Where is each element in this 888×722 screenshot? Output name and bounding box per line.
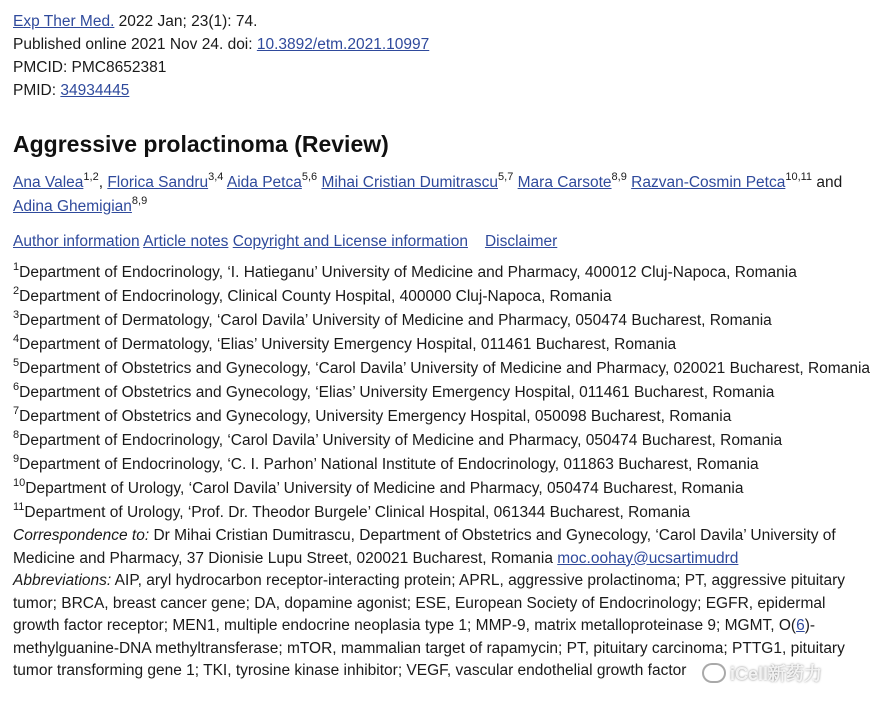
affiliation-item [13, 429, 873, 453]
article-title: Aggressive prolactinoma (Review) [13, 131, 389, 157]
article-header [13, 10, 873, 683]
affiliation-item [13, 285, 873, 309]
affiliation-number: 1 [13, 260, 20, 273]
author-link[interactable]: Aida Petca [226, 174, 302, 191]
author-link[interactable]: Mara Carsote [517, 174, 612, 191]
affiliation-text: Department of Endocrinology, ‘I. Hatieganu’ University of Medicine and Pharmacy, 400012 Cluj-Napoca, Romania [19, 264, 797, 281]
pmid-label: PMID: [13, 82, 61, 99]
pmcid-line: PMCID: PMC8652381 [13, 59, 167, 76]
published-line [13, 33, 873, 56]
affiliation-item [13, 357, 873, 381]
abbreviations-text-cont: )-methylguanine-DNA methyltransferase; mTOR, mammalian target of rapamycin; PT, pituitary carcinoma; PTTG1, pituitary tumor transforming gene 1; TKI, tyrosine kinase inhibitor; VEGF, vascular endothelial growth factor [13, 617, 845, 679]
copyright-license-link[interactable]: Copyright and License information [232, 233, 468, 250]
author-link[interactable]: Razvan-Cosmin Petca [631, 174, 786, 191]
author-affiliation-sup: 1,2 [83, 170, 99, 183]
affiliation-item [13, 381, 873, 405]
affiliation-text: Department of Endocrinology, ‘Carol Davila’ University of Medicine and Pharmacy, 050474 Bucharest, Romania [19, 432, 783, 449]
abbreviations-text: AIP, aryl hydrocarbon receptor-interacting protein; APRL, aggressive prolactinoma; PT, aggressive pituitary tumor; BRCA, breast cancer gene; DA, dopamine agonist; ESE, European Society of Endocrinology; EGFR, epidermal growth factor receptor; MEN1, multiple endocrine neoplasia type 1; MMP-9, matrix metalloproteinase 9; MGMT, O( [13, 572, 845, 634]
author-list [13, 171, 873, 219]
author-separator: and [812, 174, 843, 191]
affiliation-number: 11 [13, 500, 25, 513]
affiliation-item [13, 309, 873, 333]
abbreviations-label: Abbreviations: [13, 572, 112, 589]
correspondence-email-link[interactable]: moc.oohay@ucsartimudrd [557, 549, 739, 567]
author-affiliation-sup: 10,11 [785, 170, 813, 183]
affiliation-number: 6 [13, 380, 20, 393]
disclaimer-link[interactable]: Disclaimer [484, 233, 558, 250]
author-affiliation-sup: 3,4 [208, 170, 224, 183]
citation-issue: 2022 Jan; 23(1): 74. [114, 13, 258, 30]
author-link[interactable]: Ana Valea [13, 174, 84, 191]
affiliation-item [13, 261, 873, 285]
affiliation-text: Department of Dermatology, ‘Elias’ University Emergency Hospital, 011461 Bucharest, Romania [19, 336, 677, 353]
affiliation-number: 7 [13, 404, 20, 417]
watermark-text: iCell新药力 [730, 664, 823, 684]
affiliation-item [13, 501, 873, 525]
affiliation-text: Department of Obstetrics and Gynecology, ‘Carol Davila’ University of Medicine and Pharmacy, 020021 Bucharest, Romania [19, 360, 871, 377]
author-link[interactable]: Mihai Cristian Dumitrascu [321, 174, 499, 191]
journal-link[interactable]: Exp Ther Med. [13, 13, 115, 30]
info-tabs [13, 231, 873, 253]
affiliation-number: 10 [13, 476, 26, 489]
author-separator: , [98, 174, 108, 191]
author-link[interactable]: Adina Ghemigian [13, 198, 132, 215]
author-affiliation-sup: 8,9 [611, 170, 627, 183]
affiliation-number: 3 [13, 308, 20, 321]
affiliation-text: Department of Dermatology, ‘Carol Davila’ University of Medicine and Pharmacy, 050474 Bucharest, Romania [19, 312, 772, 329]
author-affiliation-sup: 5,7 [498, 170, 514, 183]
author-link[interactable]: Florica Sandru [107, 174, 209, 191]
watermark [702, 658, 872, 688]
affiliation-number: 5 [13, 356, 20, 369]
affiliation-text: Department of Endocrinology, Clinical County Hospital, 400000 Cluj-Napoca, Romania [19, 288, 612, 305]
affiliation-number: 9 [13, 452, 20, 465]
affiliation-item [13, 477, 873, 501]
citation-line [13, 10, 873, 33]
article-notes-link[interactable]: Article notes [143, 233, 229, 250]
published-text: Published online 2021 Nov 24. doi: [13, 36, 257, 53]
affiliation-text: Department of Endocrinology, ‘C. I. Parhon’ National Institute of Endocrinology, 011863 Bucharest, Romania [19, 456, 759, 473]
author-affiliation-sup: 8,9 [131, 194, 148, 207]
affiliation-number: 2 [13, 284, 20, 297]
correspondence-text: Dr Mihai Cristian Dumitrascu, Department of Obstetrics and Gynecology, ‘Carol Davila’ University of Medicine and Pharmacy, 37 Dionisie Lupu Street, 020021 Bucharest, Romania [13, 527, 836, 567]
affiliation-item [13, 405, 873, 429]
correspondence [13, 525, 873, 570]
correspondence-label: Correspondence to: [13, 527, 150, 544]
affiliation-number: 4 [13, 332, 20, 345]
wechat-icon [702, 663, 726, 683]
pmid-link[interactable]: 34934445 [60, 82, 130, 99]
affiliation-text: Department of Obstetrics and Gynecology, ‘Elias’ University Emergency Hospital, 011461 Bucharest, Romania [19, 384, 775, 401]
author-affiliation-sup: 5,6 [301, 170, 318, 183]
affiliation-item [13, 333, 873, 357]
affiliation-text: Department of Urology, ‘Carol Davila’ University of Medicine and Pharmacy, 050474 Bucharest, Romania [25, 480, 744, 497]
affiliation-item [13, 453, 873, 477]
affiliation-list [13, 261, 873, 525]
affiliation-text: Department of Obstetrics and Gynecology, University Emergency Hospital, 050098 Bucharest, Romania [19, 408, 732, 425]
doi-link[interactable]: 10.3892/etm.2021.10997 [256, 36, 430, 53]
affiliation-number: 8 [13, 428, 20, 441]
pmid-line [13, 79, 873, 102]
reference-link[interactable]: 6 [796, 617, 805, 634]
author-information-link[interactable]: Author information [13, 233, 140, 250]
affiliation-text: Department of Urology, ‘Prof. Dr. Theodor Burgele’ Clinical Hospital, 061344 Bucharest, Romania [24, 504, 691, 521]
